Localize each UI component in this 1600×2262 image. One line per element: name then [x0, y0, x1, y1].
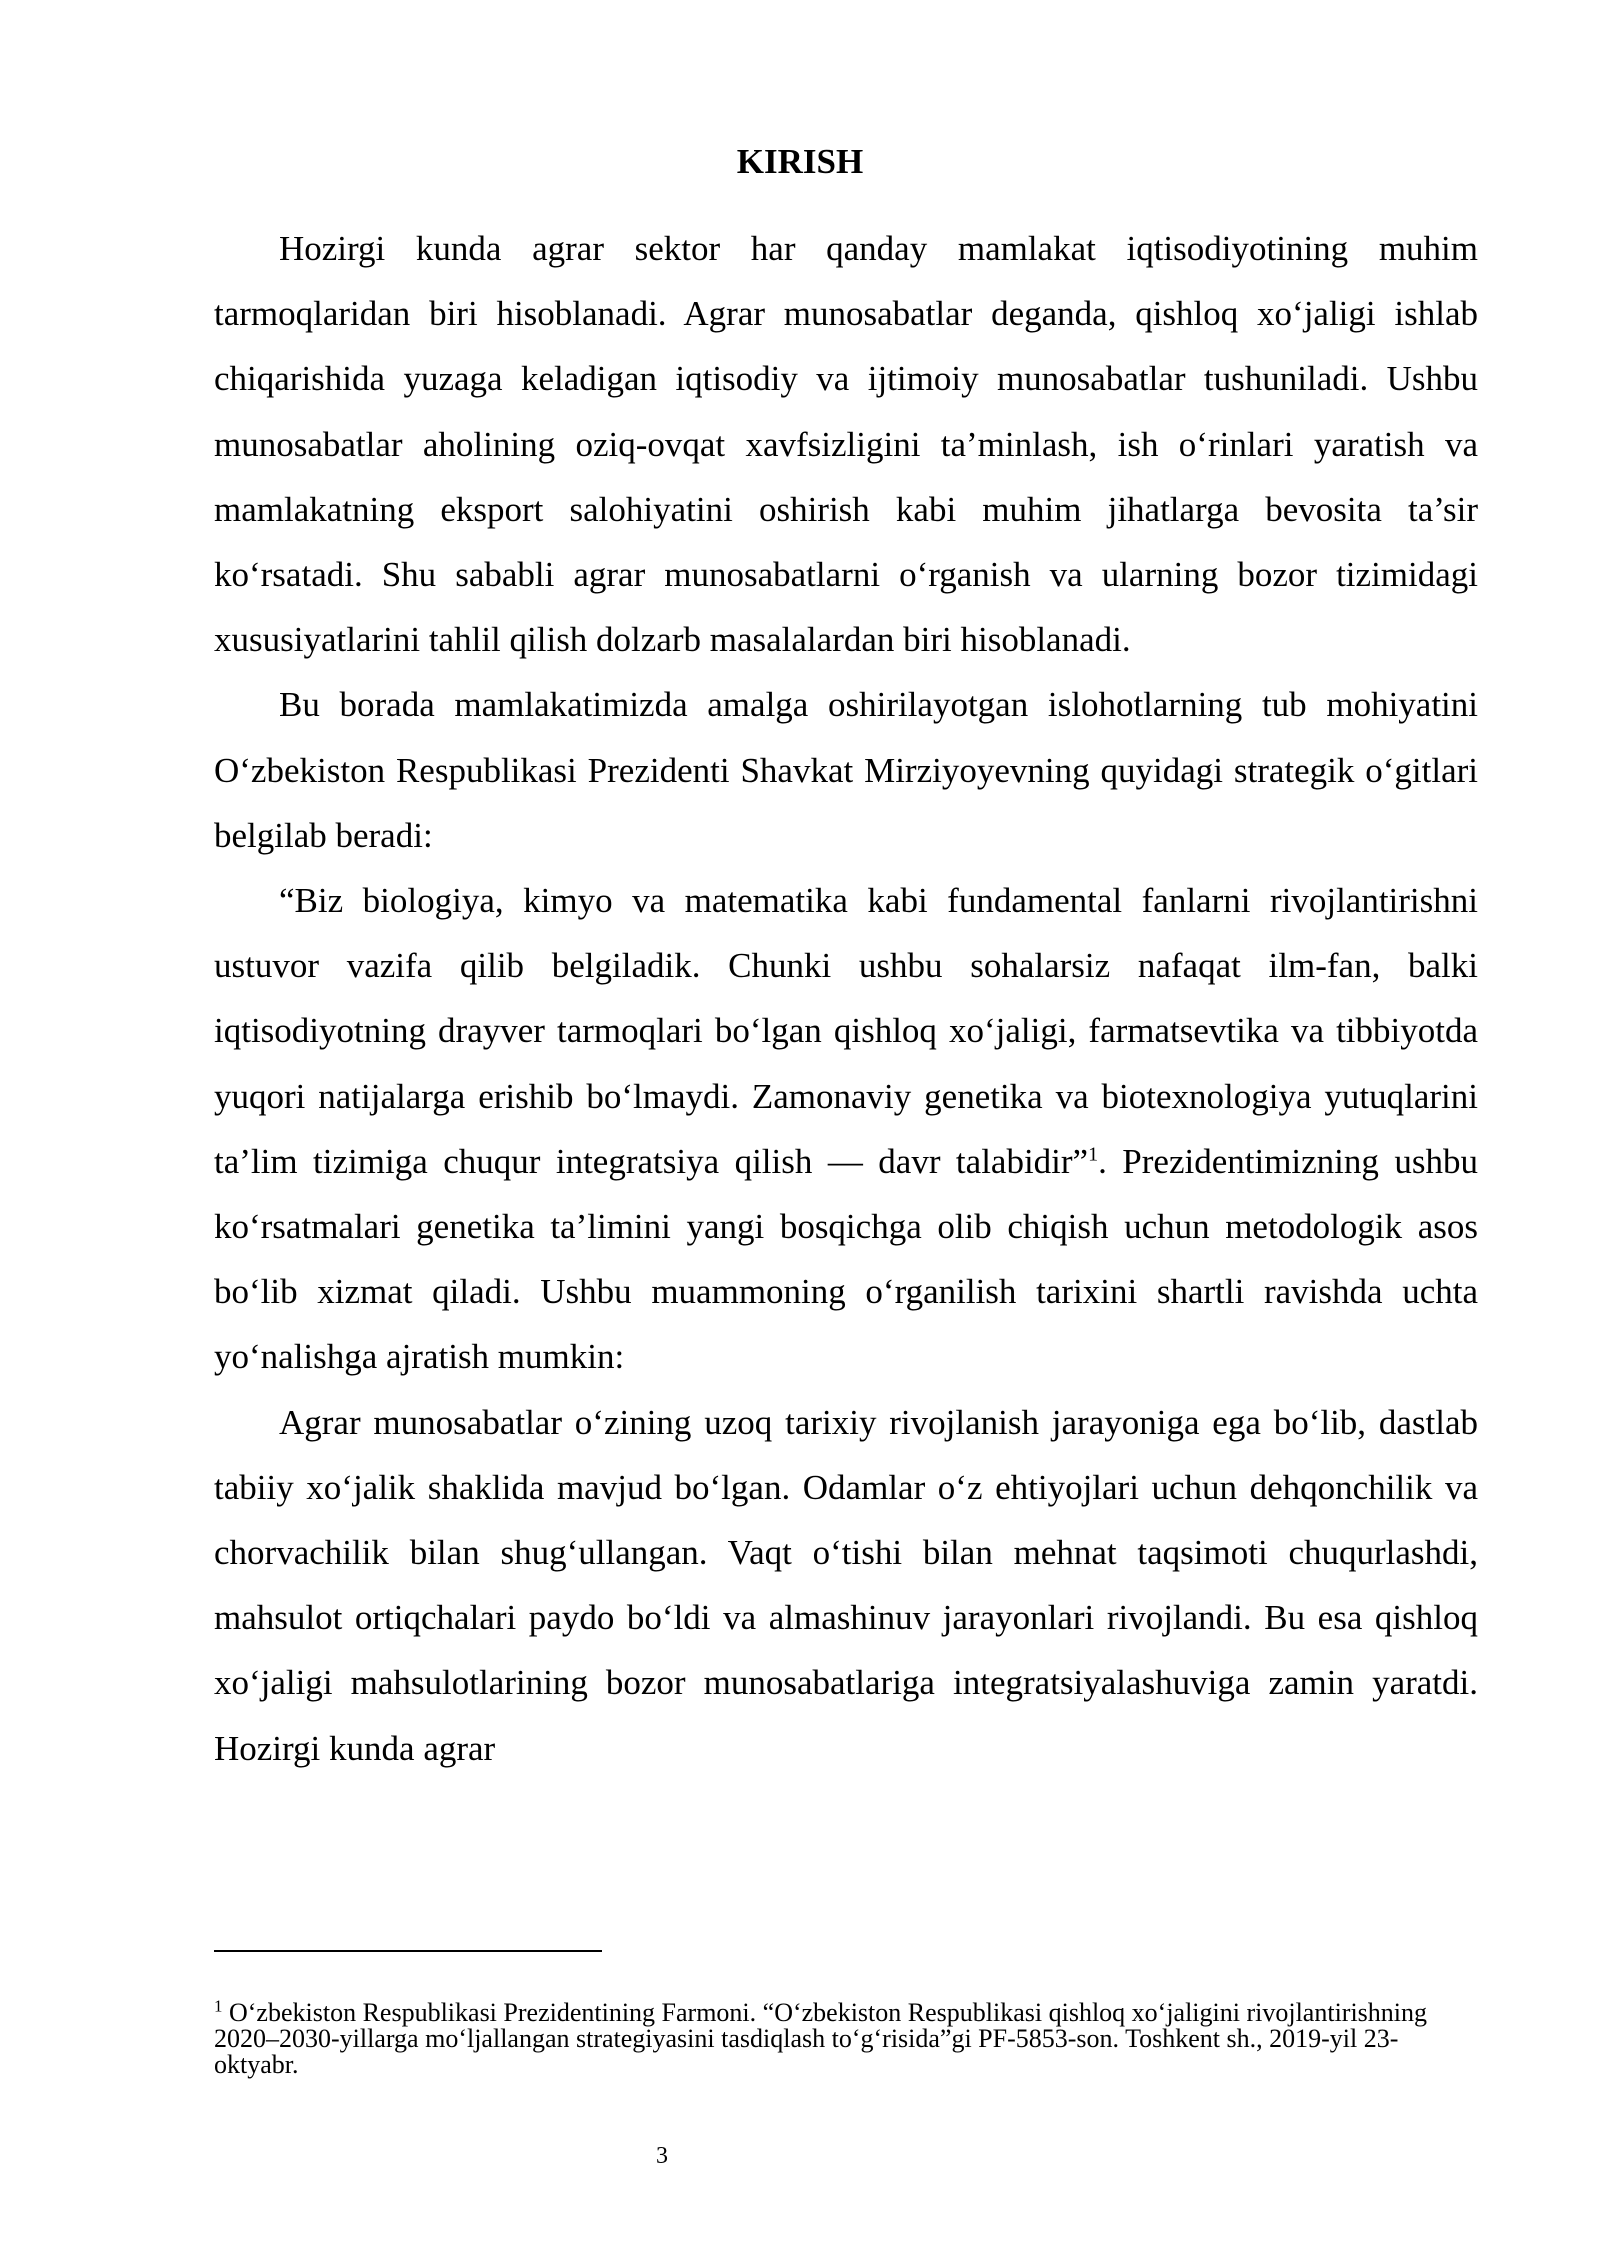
paragraph-reforms: Bu borada mamlakatimizda amalga oshirilayotgan islohotlarning tub mohiyatini O‘zbekiston Respublikasi Prezidenti Shavkat Mirziyoyevning quyidagi strategik o‘gitlari belgilab beradi:	[214, 685, 1478, 855]
footnote-divider	[214, 1950, 602, 1952]
footnote-text: O‘zbekiston Respublikasi Prezidentining Farmoni. “O‘zbekiston Respublikasi qishloq xo‘jaligini rivojlantirishning 2020–2030-yillarga mo‘ljallangan strategiyasini tasdiqlash to‘g‘risida”gi PF-5853-son. Toshkent sh., 2019-yil 23-oktyabr.	[214, 1998, 1428, 2079]
body-text	[214, 216, 1478, 1781]
paragraph-quote	[214, 868, 1478, 1390]
paragraph-history: Agrar munosabatlar o‘zining uzoq tarixiy rivojlanish jarayoniga ega bo‘lib, dastlab tabiiy xo‘jalik shaklida mavjud bo‘lgan. Odamlar o‘z ehtiyojlari uchun dehqonchilik va chorvachilik bilan shug‘ullangan. Vaqt o‘tishi bilan mehnat taqsimoti chuqurlashdi, mahsulot ortiqchalari paydo bo‘ldi va almashinuv jarayonlari rivojlandi. Bu esa qishloq xo‘jaligi mahsulotlarining bozor munosabatlariga integratsiyalashuviga zamin yaratdi. Hozirgi kunda agrar	[214, 1402, 1478, 1768]
paragraph-intro: Hozirgi kunda agrar sektor har qanday mamlakat iqtisodiyotining muhim tarmoqlaridan biri hisoblanadi. Agrar munosabatlar deganda, qishloq xo‘jaligi ishlab chiqarishida yuzaga keladigan iqtisodiy va ijtimoiy munosabatlar tushuniladi. Ushbu munosabatlar aholining oziq-ovqat xavfsizligini ta’minlash, ish o‘rinlari yaratish va mamlakatning eksport salohiyatini oshirish kabi muhim jihatlarga bevosita ta’sir ko‘rsatadi. Shu sababli agrar munosabatlarni o‘rganish va ularning bozor tizimidagi xususiyatlarini tahlil qilish dolzarb masalalardan biri hisoblanadi.	[214, 229, 1478, 660]
footnote	[214, 1996, 1478, 2079]
footnote-reference[interactable]: 1	[1088, 1143, 1099, 1166]
quote-text: “Biz biologiya, kimyo va matematika kabi fundamental fanlarni rivojlantirishni ustuvor vazifa qilib belgiladik. Chunki ushbu sohalarsiz nafaqat ilm-fan, balki iqtisodiyotning drayver tarmoqlari bo‘lgan qishloq xo‘jaligi, farmatsevtika va tibbiyotda yuqori natijalarga erishib bo‘lmaydi. Zamonaviy genetika va biotexnologiya yutuqlarini ta’lim tizimiga chuqur integratsiya qilish — davr talabidir”	[214, 881, 1478, 1181]
page-number: 3	[656, 2143, 668, 2169]
quote-commentary: . Prezidentimizning ushbu ko‘rsatmalari genetika ta’limini yangi bosqichga olib chiqish uchun metodologik asos bo‘lib xizmat qiladi. Ushbu muammoning o‘rganilish tarixini shartli ravishda uchta yo‘nalishga ajratish mumkin:	[214, 1141, 1478, 1377]
footnote-marker: 1	[214, 1996, 223, 2016]
page-title: KIRISH	[736, 142, 864, 181]
